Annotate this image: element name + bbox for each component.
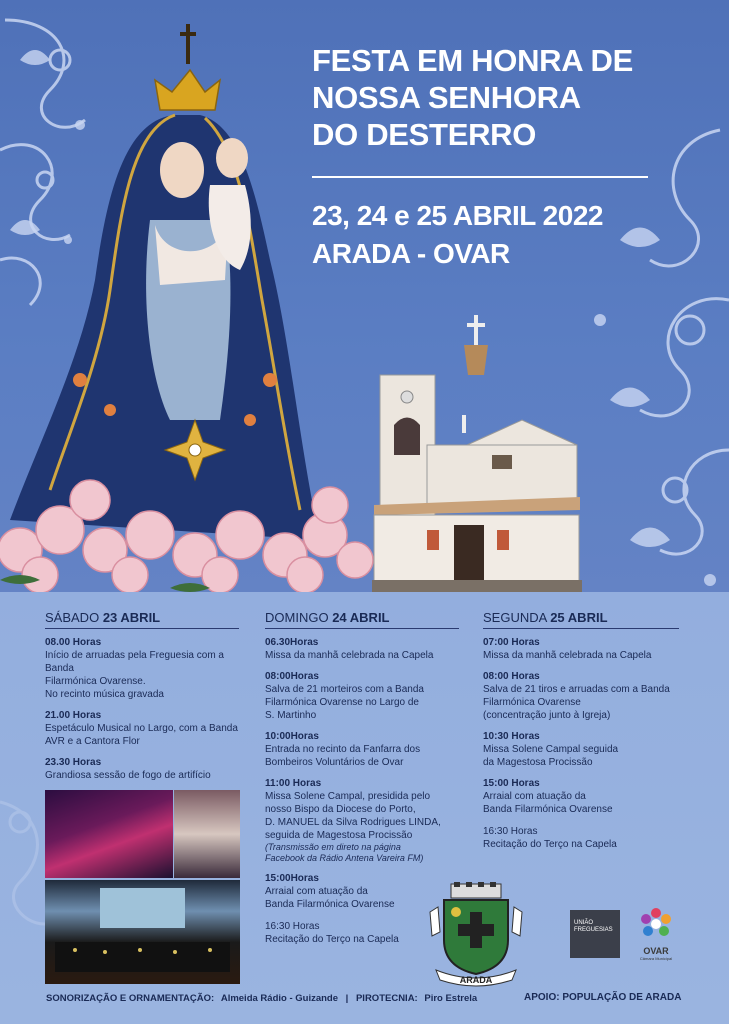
poster-title [312, 42, 702, 153]
day-heading [45, 610, 239, 625]
credits-separator: | [345, 993, 349, 1004]
program-event [483, 671, 679, 722]
festival-dates: 23, 24 e 25 ABRIL 2022 [312, 200, 603, 231]
event-time: 06.30Horas [265, 637, 319, 648]
title-divider [312, 176, 648, 178]
event-text: Grandiosa sessão de fogo de artifício [45, 770, 211, 781]
event-text: 16:30 Horas Recitação do Terço na Capela [483, 826, 617, 850]
crest-banner-text: ARADA [459, 975, 493, 985]
event-text: Missa da manhã celebrada na Capela [483, 650, 652, 661]
fireworks-value: Piro Estrela [424, 993, 478, 1004]
event-time: 11:00 Horas [265, 778, 322, 789]
chapel-image [372, 315, 582, 592]
ovar-name: OVAR [643, 946, 669, 956]
day-weekday: DOMINGO [265, 610, 329, 625]
sound-value: Almeida Rádio - Guizande [220, 993, 339, 1004]
event-time: 10:00Horas [265, 731, 319, 742]
credits-line [46, 993, 477, 1004]
event-text: 16:30 Horas Recitação do Terço na Capela [265, 921, 399, 945]
ovar-flower-icon [639, 907, 673, 941]
event-time: 08.00 Horas [45, 637, 102, 648]
event-time: 08:00Horas [265, 671, 319, 682]
program-event [265, 637, 459, 662]
ovar-logo [636, 907, 676, 961]
day-divider [483, 628, 679, 629]
band-silhouettes [45, 880, 240, 984]
crown-icon [155, 24, 220, 110]
event-text: Missa Solene Campal seguida da Magestosa Procissão [483, 744, 619, 768]
event-time: 07:00 Horas [483, 637, 540, 648]
festival-place: ARADA - OVAR [312, 238, 510, 269]
event-time: 23.30 Horas [45, 757, 102, 768]
day-date: 25 ABRIL [550, 610, 608, 625]
program-event [265, 778, 459, 864]
uniao-text: UNIÃO FREGUESIAS [574, 920, 613, 933]
program-event [45, 757, 239, 782]
event-text: Arraial com atuação da Banda Filarmónica Ovarense [265, 886, 395, 910]
event-time: 21.00 Horas [45, 710, 102, 721]
day-heading [483, 610, 679, 625]
event-time: 08:00 Horas [483, 671, 540, 682]
title-line-3: DO DESTERRO [312, 117, 537, 152]
event-time: 10:30 Horas [483, 731, 540, 742]
program-event [483, 637, 679, 662]
event-text: Início de arruadas pela Freguesia com a Banda Filarmónica Ovarense. No recinto música gravada [45, 650, 224, 700]
fireworks-label: PIROTECNIA: [355, 993, 418, 1004]
event-text: Salva de 21 tiros e arruadas com a Banda Filarmónica Ovarense (concentração junto à Igreja) [483, 684, 670, 721]
ovar-subtitle: Câmara Municipal [639, 956, 673, 961]
program-event [265, 671, 459, 722]
day-divider [45, 628, 239, 629]
event-text: Missa da manhã celebrada na Capela [265, 650, 434, 661]
program-event [483, 825, 679, 851]
day-weekday: SÁBADO [45, 610, 100, 625]
uniao-freguesias-logo [570, 910, 620, 958]
event-text: Missa Solene Campal, presidida pelo nosso Bispo da Diocese do Porto, D. MANUEL da Silva Rodrigues LINDA, seguida de Magestosa Procissão [265, 791, 441, 841]
title-line-1: FESTA EM HONRA DE [312, 43, 633, 78]
day-date: 23 ABRIL [102, 610, 161, 625]
day-column-monday [483, 610, 679, 860]
philharmonic-band-photo [45, 880, 240, 984]
day-divider [265, 628, 459, 629]
concert-stage-photo [45, 790, 173, 878]
right-floral-ornament [580, 120, 729, 590]
day-heading [265, 610, 459, 625]
event-time: 15:00Horas [265, 873, 319, 884]
program-event [45, 710, 239, 748]
day-date: 24 ABRIL [332, 610, 390, 625]
title-line-2: NOSSA SENHORA [312, 80, 581, 115]
singer-photo [174, 790, 240, 878]
sound-label: SONORIZAÇÃO E ORNAMENTAÇÃO: [46, 993, 215, 1004]
program-event [483, 731, 679, 769]
event-text: Entrada no recinto da Fanfarra dos Bombeiros Voluntários de Ovar [265, 744, 421, 768]
program-event [265, 731, 459, 769]
day-weekday: SEGUNDA [483, 610, 547, 625]
event-time: 15:00 Horas [483, 778, 540, 789]
event-note: (Transmissão em direto na página Facebook da Rádio Antena Vareira FM) [265, 842, 424, 863]
program-event [483, 778, 679, 816]
support-line: APOIO: POPULAÇÃO DE ARADA [524, 992, 682, 1003]
day-column-saturday [45, 610, 239, 791]
event-text: Espetáculo Musical no Largo, com a Banda AVR e a Cantora Flor [45, 723, 238, 747]
program-event [45, 637, 239, 701]
arada-coat-of-arms-icon [426, 882, 526, 990]
event-text: Salva de 21 morteiros com a Banda Filarmónica Ovarense no Largo de S. Martinho [265, 684, 424, 721]
event-text: Arraial com atuação da Banda Filarmónica Ovarense [483, 791, 613, 815]
